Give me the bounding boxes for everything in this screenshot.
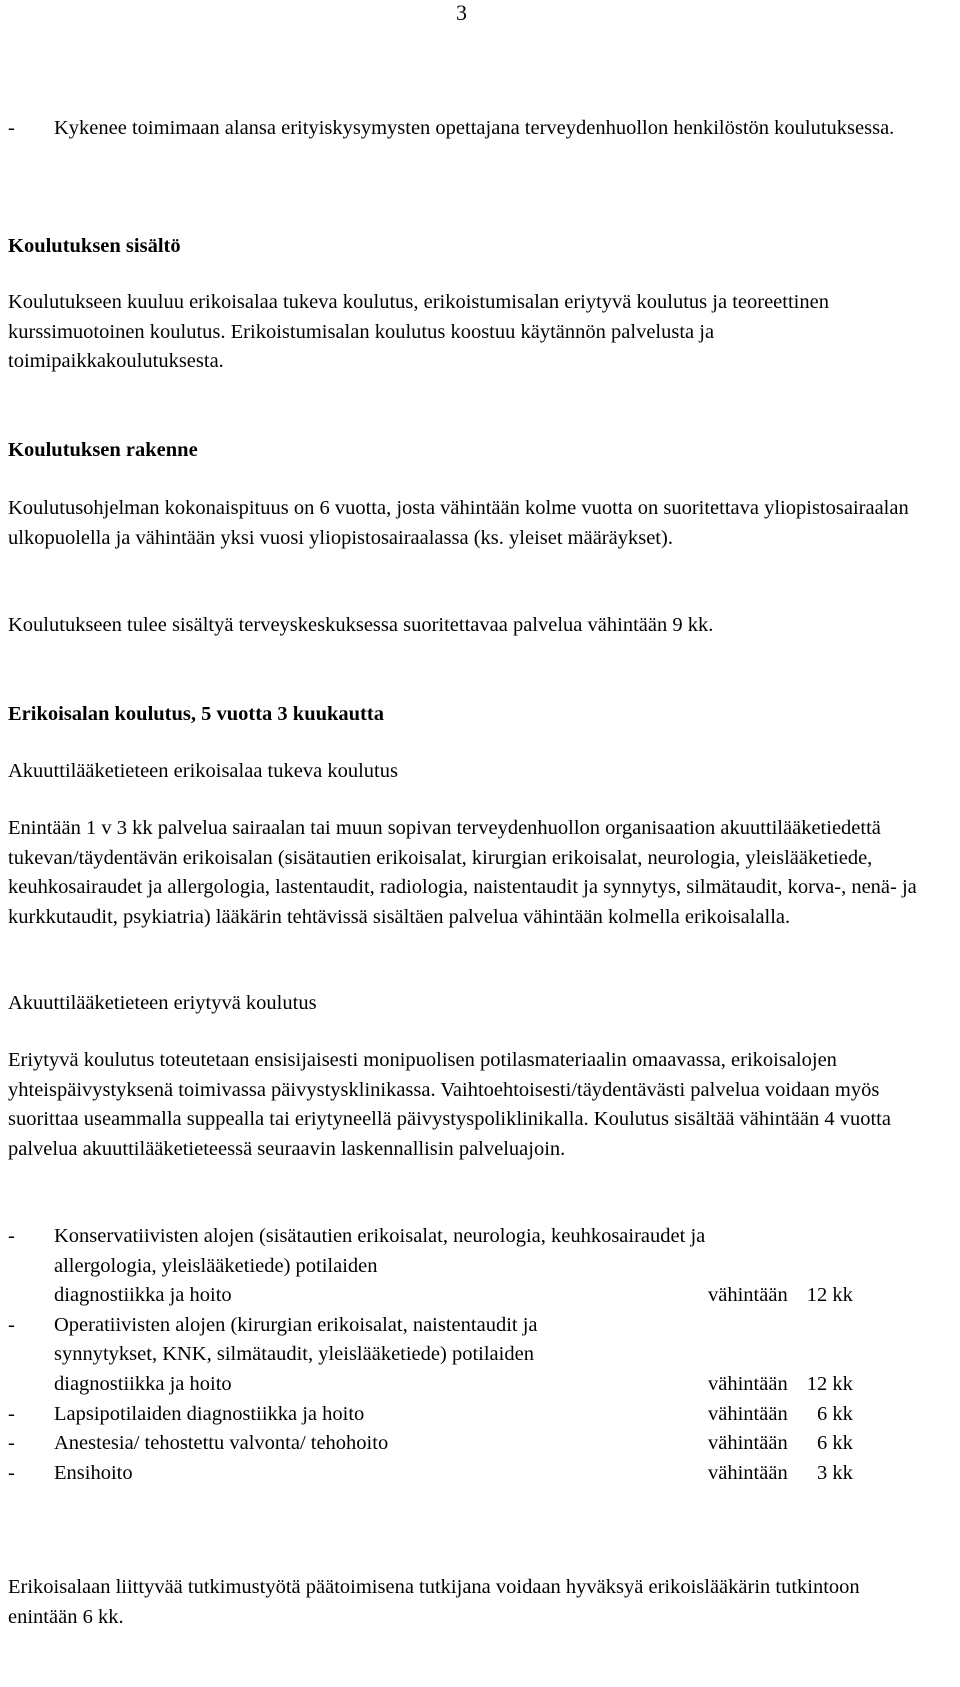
- list-item-continuation: [8, 1340, 928, 1370]
- item3-label: Lapsipotilaiden diagnostiikka ja hoito: [54, 1402, 365, 1425]
- paragraph-closing: Erikoisalaan liittyvää tutkimustyötä päätoimisena tutkijana voidaan hyväksyä erikoislääkärin tutkintoon enintään 6 kk.: [8, 1576, 860, 1628]
- paragraph-tukeva: Enintään 1 v 3 kk palvelua sairaalan tai muun sopivan terveydenhuollon organisaation akuuttilääketiedettä tukevan/täydentävän erikoisalan (sisätautien erikoisalat, kirurgian erikoisalat, neurologia, yleislääketiede, keuhkosairaudet ja allergologia, lastentaudit, radiologia, naistentaudit ja synnytys, silmätaudit, korva-, nenä- ja kurkkutaudit, psykiatria) lääkärin tehtävissä sisältäen palvelua vähintään kolmella erikoisalalla.: [8, 817, 917, 928]
- heading-rakenne: Koulutuksen rakenne: [8, 439, 198, 461]
- subheading-eriytyva: Akuuttilääketieteen eriytyvä koulutus: [8, 992, 317, 1014]
- list-dash: -: [8, 1225, 15, 1247]
- list-item: [8, 1222, 928, 1252]
- duration-value: 3 kk: [816, 1461, 853, 1484]
- paragraph-sisalto: Koulutukseen kuuluu erikoisalaa tukeva koulutus, erikoistumisalan eriytyvä koulutus ja teoreettinen kurssimuotoinen koulutus. Erikoistumisalan koulutus koostuu käytännön palvelusta ja toimipaikkakoulutuksesta.: [8, 291, 829, 373]
- list-dash: -: [8, 1461, 15, 1484]
- list-item-continuation: [8, 1370, 928, 1400]
- duration-value: 6 kk: [816, 1402, 853, 1425]
- item2-duration: [708, 1370, 853, 1400]
- list-item: [8, 1459, 928, 1489]
- intro-item-text: Kykenee toimimaan alansa erityiskysymysten opettajana terveydenhuollon henkilöstön koulutuksessa.: [54, 117, 895, 139]
- min-label: vähintään: [708, 1372, 788, 1395]
- item1-line2: allergologia, yleislääketiede) potilaiden: [54, 1254, 378, 1277]
- list-dash: -: [8, 1402, 15, 1425]
- page-number: 3: [456, 0, 467, 25]
- list-item-continuation: [8, 1252, 928, 1282]
- list-item: [8, 1429, 928, 1459]
- item4-label: Anestesia/ tehostettu valvonta/ tehohoito: [54, 1432, 389, 1455]
- list-item-continuation: [8, 1281, 928, 1311]
- subheading-tukeva: Akuuttilääketieteen erikoisalaa tukeva koulutus: [8, 760, 398, 782]
- list-item: [8, 1311, 928, 1341]
- item1-line1: Konservatiivisten alojen (sisätautien erikoisalat, neurologia, keuhkosairaudet ja: [54, 1225, 706, 1247]
- min-label: vähintään: [708, 1402, 788, 1425]
- paragraph-eriytyva: Eriytyvä koulutus toteutetaan ensisijaisesti monipuolisen potilasmateriaalin omaavassa, erikoisalojen yhteispäivystyksenä toimivassa päivystysklinikassa. Vaihtoehtoisesti/täydentävästi palvelua voidaan myös suorittaa useammalla suppealla tai eriytyneellä päivystyspoliklinikalla. Koulutus sisältää vähintään 4 vuotta palvelua akuuttilääketieteessä seuraavin laskennallisin palveluajoin.: [8, 1049, 891, 1160]
- item3-duration: [708, 1400, 853, 1430]
- min-label: vähintään: [708, 1461, 788, 1484]
- list-dash: -: [8, 117, 15, 139]
- duration-value: 6 kk: [816, 1432, 853, 1455]
- min-label: vähintään: [708, 1284, 788, 1307]
- duration-value: 12 kk: [806, 1372, 853, 1395]
- item1-line3: diagnostiikka ja hoito: [54, 1284, 232, 1307]
- item2-line2: synnytykset, KNK, silmätaudit, yleislääketiede) potilaiden: [54, 1343, 534, 1366]
- item2-line3: diagnostiikka ja hoito: [54, 1372, 232, 1395]
- service-period-list: [8, 1222, 928, 1488]
- heading-erikoisala: Erikoisalan koulutus, 5 vuotta 3 kuukautta: [8, 703, 384, 725]
- item5-duration: [708, 1459, 853, 1489]
- duration-value: 12 kk: [806, 1284, 853, 1307]
- list-item: [8, 1400, 928, 1430]
- min-label: vähintään: [708, 1432, 788, 1455]
- list-dash: -: [8, 1432, 15, 1455]
- item4-duration: [708, 1429, 853, 1459]
- item5-label: Ensihoito: [54, 1461, 133, 1484]
- paragraph-rakenne-2: Koulutukseen tulee sisältyä terveyskeskuksessa suoritettavaa palvelua vähintään 9 kk.: [8, 614, 714, 636]
- list-dash: -: [8, 1313, 15, 1336]
- item2-line1: Operatiivisten alojen (kirurgian erikoisalat, naistentaudit ja: [54, 1313, 538, 1336]
- item1-duration: [708, 1281, 853, 1311]
- paragraph-rakenne-1: Koulutusohjelman kokonaispituus on 6 vuotta, josta vähintään kolme vuotta on suoritettava yliopistosairaalan ulkopuolella ja vähintään yksi vuosi yliopistosairaalassa (ks. yleiset määräykset).: [8, 497, 909, 549]
- intro-list-item: [8, 114, 928, 144]
- heading-sisalto: Koulutuksen sisältö: [8, 235, 181, 257]
